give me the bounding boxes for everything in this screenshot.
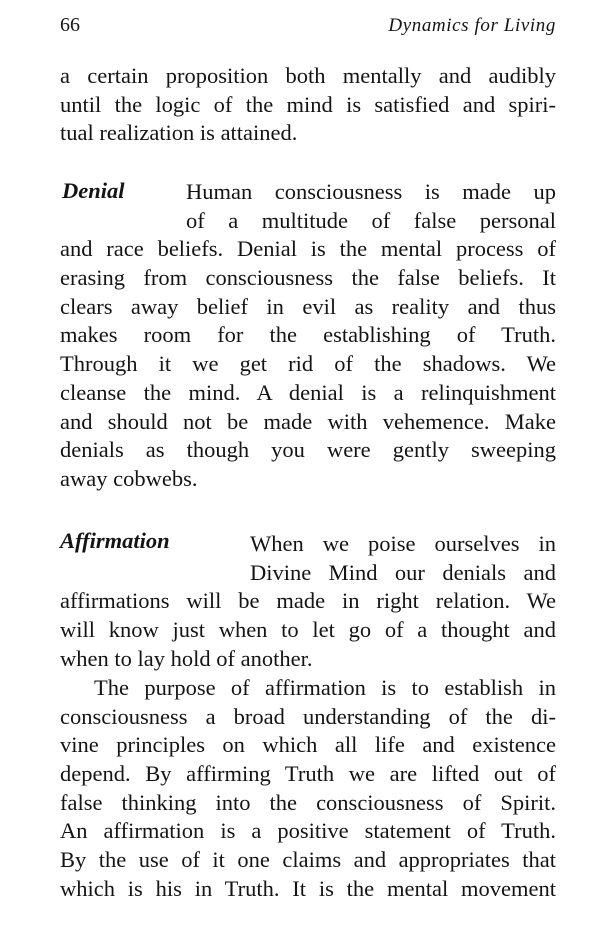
text-line: The purpose of affirmation is to establish in [94,675,556,700]
running-head: Dynamics for Living [388,15,556,36]
text-line: makes room for the establishing of Truth. [60,322,556,348]
intro-paragraph [60,62,556,148]
text-line: will know just when to let go of a thought and [60,617,556,643]
text-line: When we poise ourselves in [250,531,556,556]
text-line: Through it we get rid of the shadows. We [60,351,556,377]
text-line: clears away belief in evil as reality and thus [60,293,556,319]
text-line: a certain proposition both mentally and audibly [60,63,556,88]
text-line: when to lay hold of another. [60,645,313,671]
text-line: cleanse the mind. A denial is a relinquishment [60,379,556,405]
text-line: false thinking into the consciousness of Spirit. [60,789,556,815]
text-line: depend. By affirming Truth we are lifted out of [60,761,556,787]
affirmation-heading: Affirmation [60,528,170,553]
text-line: away cobwebs. [60,465,198,491]
text-line: denials as though you were gently sweeping [60,437,556,463]
text-line: and race beliefs. Denial is the mental process of [60,236,556,262]
denial-heading: Denial [62,178,125,203]
text-line: until the logic of the mind is satisfied and spiri- [60,91,556,117]
text-line: erasing from consciousness the false beliefs. It [60,265,556,291]
text-line: Divine Mind our denials and [250,559,556,585]
text-line: affirmations will be made in right relation. We [60,588,556,614]
affirmation-paragraph [60,530,556,673]
text-line: tual realization is attained. [60,120,298,146]
text-line: By the use of it one claims and appropriates that [60,847,556,873]
page-header [60,14,556,44]
text-line: vine principles on which all life and existence [60,732,556,758]
text-line: An affirmation is a positive statement of Truth. [60,818,556,844]
text-line: and should not be made with vehemence. Make [60,408,556,434]
page-number: 66 [60,14,80,36]
text-line: Human consciousness is made up [186,179,556,204]
text-line: which is his in Truth. It is the mental movement [60,875,556,901]
affirmation-paragraph-2 [60,674,556,904]
text-line: consciousness a broad understanding of the di- [60,703,556,729]
text-line: of a multitude of false personal [186,207,556,233]
denial-paragraph [60,178,556,494]
